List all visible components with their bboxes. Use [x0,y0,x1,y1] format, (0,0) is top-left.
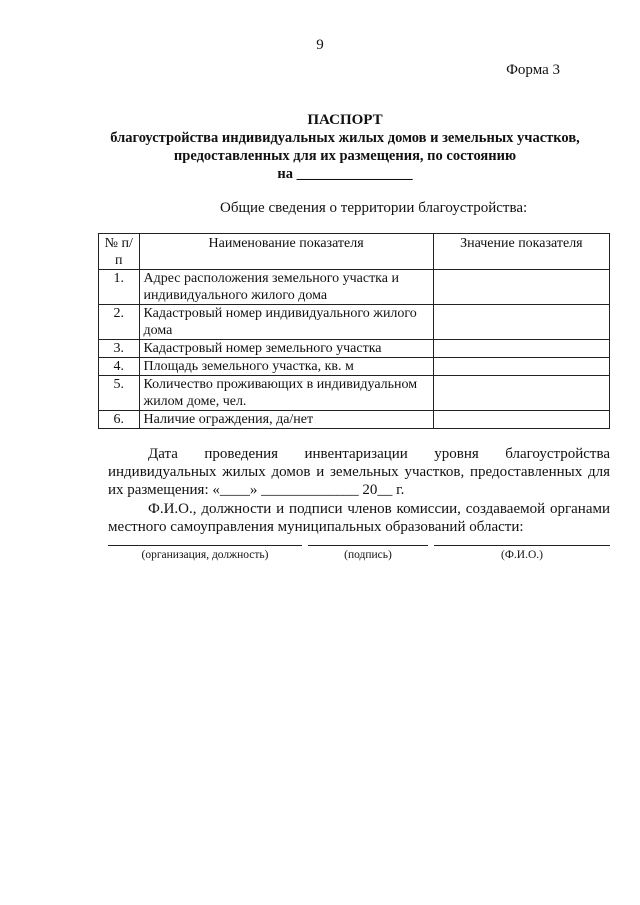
row-name: Площадь земельного участка, кв. м [139,358,433,376]
row-value[interactable] [433,340,609,358]
table-header-row [99,234,610,270]
title-main: ПАСПОРТ [307,112,383,128]
table-row [99,340,610,358]
table-row [99,270,610,305]
header-value: Значение показателя [433,234,609,270]
row-name: Количество проживающих в индивидуальном жилом доме, чел. [139,376,433,411]
inventory-date-rest: индивидуальных жилых домов и земельных участков, предоставленных для их размещения: «____» _____________ 20__ г. [108,464,610,498]
row-name: Кадастровый номер земельного участка [139,340,433,358]
row-name: Наличие ограждения, да/нет [139,411,433,429]
row-value[interactable] [433,270,609,305]
row-number: 2. [99,305,140,340]
commission-paragraph: Ф.И.О., должности и подписи членов комиссии, создаваемой органами местного самоуправления муниципальных образований области: [108,501,610,535]
title-line-2: благоустройства индивидуальных жилых домов и земельных участков, [110,130,580,146]
table-row [99,305,610,340]
indicators-table [98,233,610,429]
signature-organization-label: (организация, должность) [108,545,302,561]
row-value[interactable] [433,305,609,340]
row-number: 5. [99,376,140,411]
inventory-date-line-1: Дата проведения инвентаризации уровня благоустройства [148,446,610,462]
signature-fio-label: (Ф.И.О.) [434,545,610,561]
row-number: 6. [99,411,140,429]
title-line-3: предоставленных для их размещения, по состоянию [173,148,517,164]
table-row [99,358,610,376]
page-number: 9 [316,37,324,53]
row-number: 4. [99,358,140,376]
document-title [60,111,630,183]
row-name: Кадастровый номер индивидуального жилого дома [139,305,433,340]
header-number: № п/п [99,234,140,270]
row-number: 3. [99,340,140,358]
form-label: Форма 3 [506,62,560,78]
row-name: Адрес расположения земельного участка и индивидуального жилого дома [139,270,433,305]
signature-signature-label: (подпись) [308,545,428,561]
header-name: Наименование показателя [139,234,433,270]
signature-row [108,545,610,575]
table-row [99,376,610,411]
title-date-line: на ________________ [277,166,413,182]
row-value[interactable] [433,376,609,411]
row-value[interactable] [433,358,609,376]
inventory-date-paragraph [108,445,610,499]
table-row [99,411,610,429]
row-number: 1. [99,270,140,305]
row-value[interactable] [433,411,609,429]
section-heading: Общие сведения о территории благоустройства: [220,200,528,216]
